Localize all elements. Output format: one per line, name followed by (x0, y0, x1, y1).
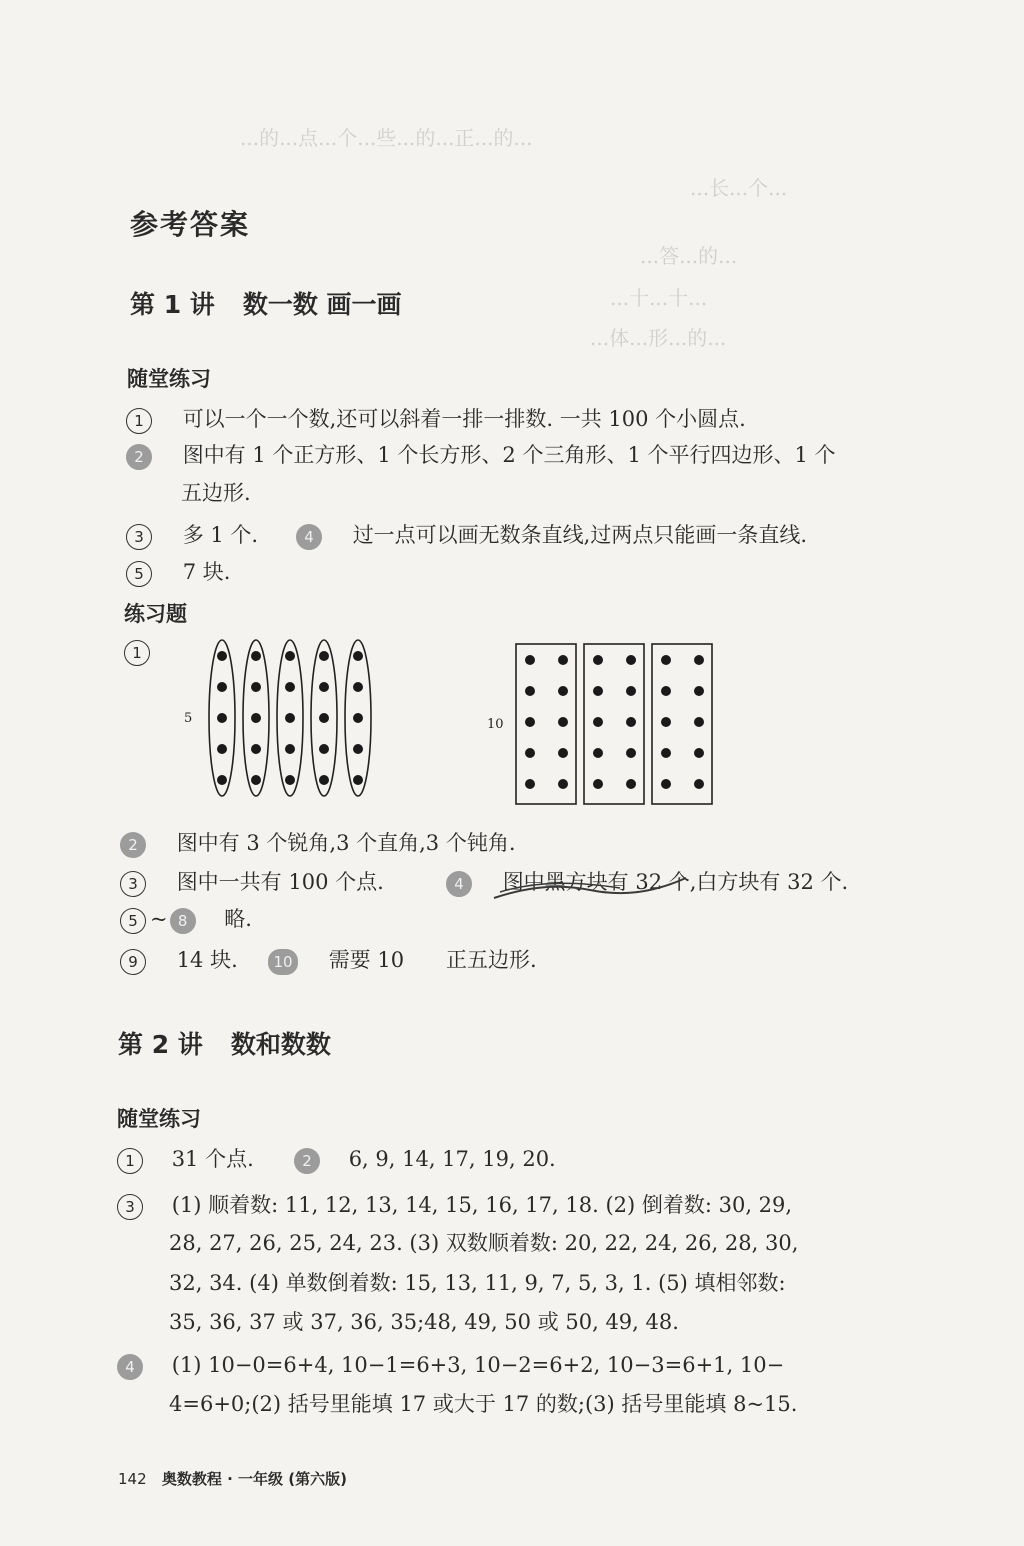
dot (661, 655, 671, 665)
answer-text-continued: 32, 34. (4) 单数倒着数: 15, 13, 11, 9, 7, 5, 3, 1. (5) 填相邻数: (169, 1271, 786, 1295)
lecture-number: 第 2 讲 (118, 1030, 203, 1059)
dot (285, 744, 295, 754)
answer-text: 图中有 3 个锐角,3 个直角,3 个钝角. (176, 831, 516, 855)
dot (593, 748, 603, 758)
book-title: 奥数教程 · 一年级 (第六版) (161, 1470, 347, 1488)
answer-item (124, 636, 154, 666)
lecture-number: 第 1 讲 (130, 290, 215, 319)
dot (626, 686, 636, 696)
dot (251, 775, 261, 785)
dot (525, 717, 535, 727)
dot (353, 651, 363, 661)
dot (593, 779, 603, 789)
section-heading-class-practice: 随堂练习 (127, 367, 211, 391)
answer-text: 图中黑方块有 32 个,白方块有 32 个. (502, 870, 849, 894)
dot (694, 655, 704, 665)
question-number: 1 (126, 408, 152, 434)
question-number: 1 (117, 1148, 143, 1174)
answer-item (120, 904, 252, 934)
dot (319, 775, 329, 785)
dot (251, 682, 261, 692)
dot (626, 655, 636, 665)
dot-figure-right (484, 640, 724, 810)
question-number: 2 (120, 832, 146, 858)
dot (694, 686, 704, 696)
answer-text: 可以一个一个数,还可以斜着一排一排数. 一共 100 个小圆点. (182, 407, 746, 431)
question-number: 10 (268, 949, 298, 975)
dot (694, 748, 704, 758)
bleed-through-text: ...答...的... (640, 244, 738, 268)
dot (694, 717, 704, 727)
dot (353, 775, 363, 785)
dot (626, 748, 636, 758)
answer-text-continued: 35, 36, 37 或 37, 36, 35;48, 49, 50 或 50, 49, 48. (169, 1310, 679, 1334)
dot (285, 713, 295, 723)
range-separator: ~ (150, 907, 168, 931)
dot (251, 744, 261, 754)
dot (525, 748, 535, 758)
answer-text-continued: 五边形. (181, 481, 251, 505)
bleed-through-text: ...的...点...个...些...的...正...的... (240, 126, 533, 150)
dot (319, 744, 329, 754)
answer-item (296, 520, 807, 550)
answer-text: (1) 顺着数: 11, 12, 13, 14, 15, 16, 17, 18. (2) 倒着数: 30, 29, (171, 1193, 793, 1217)
dot (353, 713, 363, 723)
answer-text: 需要 10 (328, 948, 405, 972)
answer-item (117, 1350, 784, 1380)
dot (661, 748, 671, 758)
dot (285, 651, 295, 661)
page-footer (118, 1468, 347, 1489)
question-number: 2 (294, 1148, 320, 1174)
dot (217, 651, 227, 661)
page-number: 142 (118, 1470, 147, 1488)
handwritten-scribble (490, 872, 690, 908)
answer-item (126, 557, 230, 587)
answer-item (117, 1144, 254, 1174)
lecture-title: 数一数 画一画 (242, 290, 402, 319)
answer-text: 图中一共有 100 个点. (176, 870, 384, 894)
answer-text: 略. (224, 907, 252, 931)
dot (353, 744, 363, 754)
dot (661, 779, 671, 789)
dot (525, 686, 535, 696)
page-title: 参考答案 (130, 208, 251, 241)
dot (217, 713, 227, 723)
dot (251, 713, 261, 723)
answer-text-continued: 28, 27, 26, 25, 24, 23. (3) 双数顺着数: 20, 22, 24, 26, 28, 30, (169, 1231, 799, 1255)
answer-text: 14 块. (176, 948, 238, 972)
dot (558, 717, 568, 727)
answer-item (294, 1144, 556, 1174)
answer-text-continued: 正五边形. (446, 948, 537, 972)
question-number: 3 (120, 871, 146, 897)
dot (525, 655, 535, 665)
dot (593, 717, 603, 727)
answer-item (120, 828, 516, 858)
dot (285, 775, 295, 785)
question-number: 4 (117, 1354, 143, 1380)
dot (558, 779, 568, 789)
answer-item (126, 404, 746, 434)
lecture-1-heading (130, 285, 402, 321)
dot (593, 686, 603, 696)
dot (593, 655, 603, 665)
dot (626, 717, 636, 727)
answer-item (120, 945, 238, 975)
lecture-2-heading (118, 1025, 331, 1061)
dot (217, 744, 227, 754)
answer-text: 6, 9, 14, 17, 19, 20. (348, 1147, 556, 1171)
dot (285, 682, 295, 692)
figure-label: 10 (487, 717, 504, 732)
answer-item (117, 1190, 792, 1220)
answer-item (268, 945, 404, 975)
question-number: 4 (296, 524, 322, 550)
answer-text: 31 个点. (171, 1147, 254, 1171)
dot (558, 686, 568, 696)
dot (319, 682, 329, 692)
dot (558, 748, 568, 758)
question-number: 5 (126, 561, 152, 587)
dot (251, 651, 261, 661)
question-number: 2 (126, 444, 152, 470)
question-number: 1 (124, 640, 150, 666)
dot (694, 779, 704, 789)
section-heading-exercises: 练习题 (124, 602, 187, 626)
answer-text: 多 1 个. (182, 523, 259, 547)
answer-text: 图中有 1 个正方形、1 个长方形、2 个三角形、1 个平行四边形、1 个 (182, 443, 836, 467)
lecture-title: 数和数数 (230, 1030, 331, 1059)
bleed-through-text: ...十...十... (610, 286, 708, 310)
bleed-through-text: ...体...形...的... (590, 326, 727, 350)
dot (217, 775, 227, 785)
dot (661, 717, 671, 727)
dot (626, 779, 636, 789)
answer-text: 过一点可以画无数条直线,过两点只能画一条直线. (352, 523, 808, 547)
dot (661, 686, 671, 696)
answer-text-continued: 4=6+0;(2) 括号里能填 17 或大于 17 的数;(3) 括号里能填 8~15. (169, 1392, 798, 1416)
section-heading-class-practice: 随堂练习 (117, 1107, 201, 1131)
question-number: 8 (170, 908, 196, 934)
dot (319, 713, 329, 723)
question-number: 5 (120, 908, 146, 934)
answer-item (126, 520, 258, 550)
question-number: 9 (120, 949, 146, 975)
dot (217, 682, 227, 692)
bleed-through-text: ...长...个... (690, 176, 788, 200)
question-number: 3 (117, 1194, 143, 1220)
dot (525, 779, 535, 789)
question-number: 4 (446, 871, 472, 897)
answer-text: (1) 10−0=6+4, 10−1=6+3, 10−2=6+2, 10−3=6+1, 10− (171, 1353, 785, 1377)
dot (558, 655, 568, 665)
question-number: 3 (126, 524, 152, 550)
dot (353, 682, 363, 692)
answer-text: 7 块. (182, 560, 231, 584)
answer-item (126, 440, 836, 470)
answer-item (120, 867, 384, 897)
dot (319, 651, 329, 661)
dot-figure-left (180, 636, 390, 806)
figure-label: 5 (184, 711, 193, 726)
